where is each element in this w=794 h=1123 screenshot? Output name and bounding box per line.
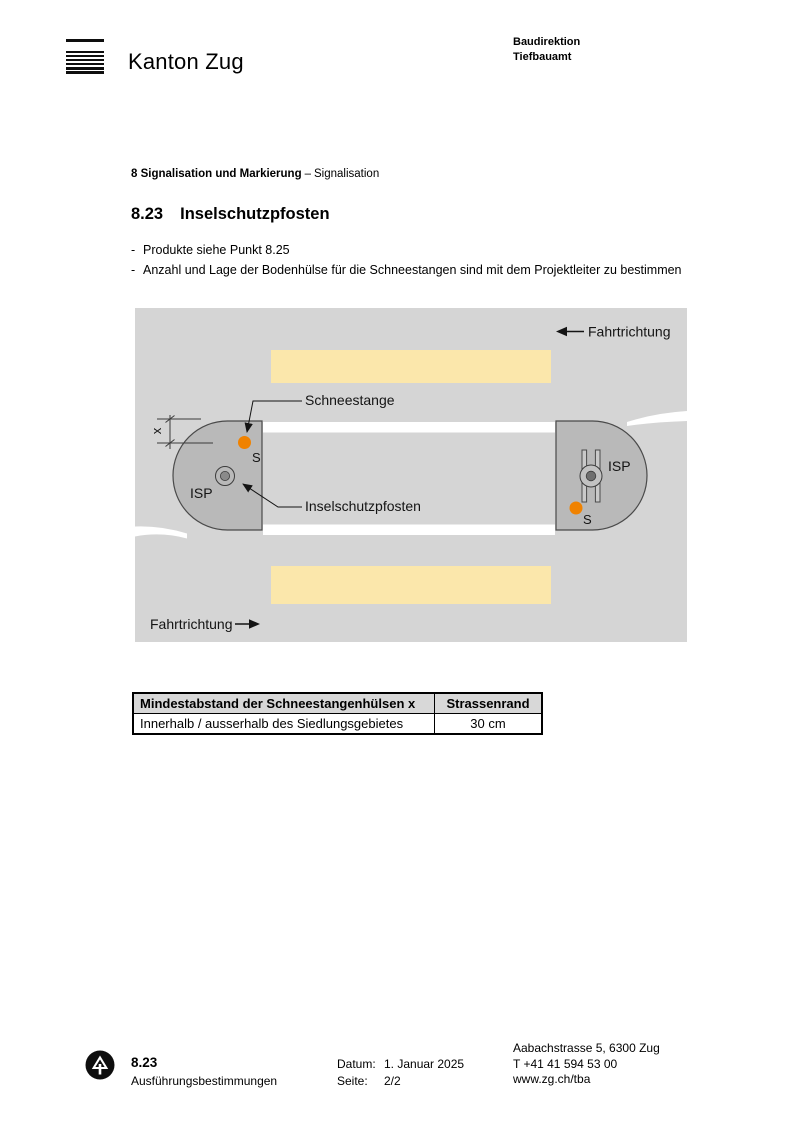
date-value: 1. Januar 2025 bbox=[384, 1057, 465, 1071]
breadcrumb-separator: – bbox=[304, 168, 312, 180]
flag-stripe bbox=[66, 51, 104, 53]
min-distance-table bbox=[132, 692, 543, 735]
snow-pole-marker-left bbox=[238, 436, 251, 449]
s-label-left: S bbox=[252, 450, 261, 465]
table-header-row bbox=[133, 693, 542, 714]
table-row bbox=[133, 714, 542, 735]
flag-stripe bbox=[66, 39, 104, 42]
footer-meta bbox=[337, 1056, 464, 1089]
table-header-distance: Mindestabstand der Schneestangenhülsen x bbox=[133, 693, 435, 714]
footer-contact bbox=[513, 1041, 660, 1088]
page-title-number: 8.23 bbox=[131, 205, 164, 223]
lane-marking-top bbox=[263, 422, 555, 433]
dimension-x-label: x bbox=[149, 427, 164, 435]
footer-address: Aabachstrasse 5, 6300 Zug bbox=[513, 1041, 660, 1055]
isp-post-left-core bbox=[220, 471, 229, 480]
breadcrumb-section: 8 Signalisation und Markierung bbox=[131, 168, 302, 180]
table-cell-value: 30 cm bbox=[435, 714, 543, 735]
crosswalk-bar-top bbox=[271, 350, 551, 383]
footer-section-name: Ausführungsbestimmungen bbox=[131, 1074, 278, 1088]
org-office: Tiefbauamt bbox=[513, 51, 572, 63]
bullet-marker: - bbox=[131, 243, 136, 257]
snow-pole-label: Schneestange bbox=[305, 392, 395, 408]
page-label: Seite: bbox=[337, 1073, 368, 1088]
isp-label-left: ISP bbox=[190, 485, 213, 501]
flag-stripe bbox=[66, 59, 104, 61]
flag-stripe bbox=[66, 55, 104, 57]
page-title bbox=[131, 205, 330, 224]
page-value: 2/2 bbox=[384, 1073, 401, 1088]
breadcrumb bbox=[131, 168, 379, 180]
table-cell-area: Innerhalb / ausserhalb des Siedlungsgebietes bbox=[133, 714, 435, 735]
snow-pole-marker-right bbox=[570, 502, 583, 515]
bullet-text: Produkte siehe Punkt 8.25 bbox=[143, 243, 290, 257]
island-post-label: Inselschutzpfosten bbox=[305, 498, 421, 514]
flag-stripe bbox=[66, 67, 104, 69]
flag-stripe bbox=[66, 63, 104, 65]
direction-label-bottom: Fahrtrichtung bbox=[150, 616, 233, 632]
footer-phone: T +41 41 594 53 00 bbox=[513, 1056, 618, 1071]
org-block bbox=[513, 35, 580, 65]
brand-title: Kanton Zug bbox=[128, 49, 244, 74]
crosswalk-bar-bottom bbox=[271, 566, 551, 604]
footer-website: www.zg.ch/tba bbox=[513, 1072, 591, 1086]
isp-post-right-core bbox=[586, 471, 596, 481]
page-title-text: Inselschutzpfosten bbox=[180, 205, 330, 223]
breadcrumb-subsection: Signalisation bbox=[314, 168, 380, 180]
s-label-right: S bbox=[583, 512, 592, 527]
date-label: Datum: bbox=[337, 1057, 376, 1071]
kanton-zug-flag-icon bbox=[66, 39, 104, 76]
isp-label-right: ISP bbox=[608, 458, 631, 474]
list-item bbox=[131, 261, 682, 281]
bullet-marker: - bbox=[131, 262, 136, 277]
footer-section-number: 8.23 bbox=[131, 1055, 158, 1070]
bullet-list bbox=[131, 241, 682, 280]
tiefbauamt-logo-icon bbox=[84, 1049, 116, 1081]
list-item bbox=[131, 241, 682, 261]
flag-stripe bbox=[66, 71, 104, 73]
bullet-text: Anzahl und Lage der Bodenhülse für die Schneestangen sind mit dem Projektleiter zu bestimmen bbox=[143, 262, 682, 277]
table-header-roadside: Strassenrand bbox=[435, 693, 543, 714]
direction-label-top: Fahrtrichtung bbox=[588, 323, 671, 340]
lane-marking-bottom bbox=[263, 525, 555, 536]
traffic-island-diagram bbox=[135, 308, 687, 642]
org-department: Baudirektion bbox=[513, 36, 581, 48]
